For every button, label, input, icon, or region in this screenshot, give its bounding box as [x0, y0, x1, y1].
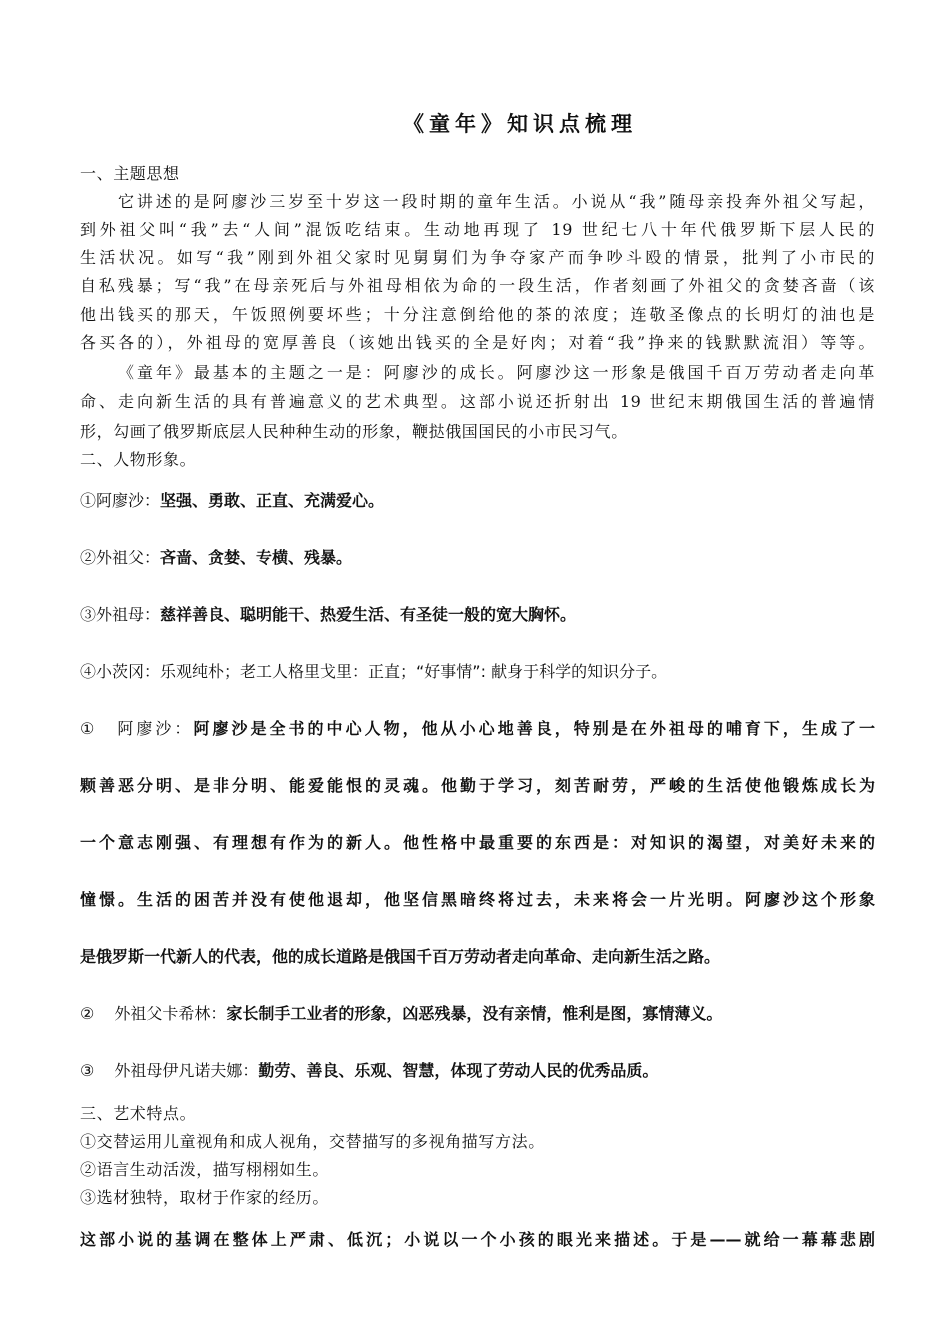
section1-p1-line4: 自私残暴；写“我”在母亲死后与外祖母相依为命的一段生活，作者刻画了外祖父的贪婪吝啬（该 — [80, 276, 875, 295]
section3-item-1: ①交替运用儿童视角和成人视角，交替描写的多视角描写方法。 — [80, 1132, 545, 1151]
detail2-num: ② — [80, 1004, 95, 1023]
section3-item-2: ②语言生动活泼，描写栩栩如生。 — [80, 1160, 330, 1179]
brief-item-3 — [80, 602, 875, 625]
brief-item-2 — [80, 545, 875, 568]
detail1-line3: 一个意志刚强、有理想有作为的新人。他性格中最重要的东西是：对知识的渴望，对美好未来的 — [80, 833, 875, 852]
section1-p2-line3: 形，勾画了俄罗斯底层人民种种生动的形象，鞭挞俄国国民的小市民习气。 — [80, 422, 628, 441]
brief-item-1-text: 坚强、勇敢、正直、充满爱心。 — [160, 491, 385, 510]
brief-item-3-text: 慈祥善良、聪明能干、热爱生活、有圣徒一般的宽大胸怀。 — [160, 605, 577, 624]
detail3 — [80, 1058, 875, 1081]
section3-heading: 三、艺术特点。 — [80, 1104, 197, 1123]
section1-p1-line1: 它讲述的是阿廖沙三岁至十岁这一段时期的童年生活。小说从“我”随母亲投奔外祖父写起， — [118, 192, 875, 211]
section1-p1-line2: 到外祖父叫“我”去“人间”混饭吃结束。生动地再现了 19 世纪七八十年代俄罗斯下层人民的 — [80, 220, 875, 239]
brief-item-2-label: ②外祖父： — [80, 548, 161, 567]
brief-item-3-label: ③外祖母： — [80, 605, 161, 624]
section1-p1-line5: 他出钱买的那天，午饭照例要坏些；十分注意倒给他的茶的浓度；连敬圣像点的长明灯的油也是 — [80, 305, 875, 324]
detail1-line1 — [80, 716, 875, 739]
detail2-label: 外祖父卡希林： — [114, 1004, 227, 1023]
section1-p1-line6: 各买各的），外祖母的宽厚善良（该她出钱买的全是好肉；对着“我”挣来的钱默默流泪）等等。 — [80, 333, 875, 352]
section3-closing: 这部小说的基调在整体上严肃、低沉；小说以一个小孩的眼光来描述。于是——就给一幕幕悲剧 — [80, 1230, 875, 1249]
detail1-line2: 颗善恶分明、是非分明、能爱能恨的灵魂。他勤于学习，刻苦耐劳，严峻的生活使他锻炼成长为 — [80, 776, 875, 795]
section1-p2-line2: 命、走向新生活的具有普遍意义的艺术典型。这部小说还折射出 19 世纪末期俄国生活的普遍情 — [80, 392, 875, 411]
brief-item-2-text: 吝啬、贪婪、专横、残暴。 — [160, 548, 353, 567]
brief-item-1 — [80, 488, 875, 511]
document-title — [0, 108, 950, 138]
detail3-text: 勤劳、善良、乐观、智慧，体现了劳动人民的优秀品质。 — [258, 1061, 659, 1080]
brief-item-4-text: 乐观纯朴；老工人格里戈里：正直；“好事情”: 献身于科学的知识分子。 — [160, 662, 668, 681]
section1-p2-line1: 《童年》最基本的主题之一是：阿廖沙的成长。阿廖沙这一形象是俄国千百万劳动者走向革 — [118, 363, 875, 382]
section1-p1-line3: 生活状况。如写“我”刚到外祖父家时见舅舅们为争夺家产而争吵斗殴的情景，批判了小市民的 — [80, 248, 875, 267]
detail2 — [80, 1001, 875, 1024]
section1-heading: 一、主题思想 — [80, 164, 180, 183]
section2-heading: 二、人物形象。 — [80, 450, 197, 469]
detail1-line5: 是俄罗斯一代新人的代表，他的成长道路是俄国千百万劳动者走向革命、走向新生活之路。 — [80, 947, 721, 966]
detail1-text-1: 阿廖沙是全书的中心人物，他从小心地善良，特别是在外祖母的哺育下，生成了一 — [193, 719, 875, 738]
detail3-num: ③ — [80, 1061, 95, 1080]
detail3-label: 外祖母伊凡诺夫娜： — [114, 1061, 259, 1080]
brief-item-1-label: ①阿廖沙： — [80, 491, 161, 510]
section3-item-3: ③选材独特，取材于作家的经历。 — [80, 1188, 330, 1207]
detail1-label: 阿廖沙： — [117, 719, 194, 738]
document-title-text: 《童年》知识点梳理 — [403, 111, 637, 136]
detail1-line4: 憧憬。生活的困苦并没有使他退却，他坚信黑暗终将过去，未来将会一片光明。阿廖沙这个形象 — [80, 890, 875, 909]
brief-item-4-label: ④小茨冈： — [80, 662, 161, 681]
detail1-num: ① — [80, 719, 98, 738]
brief-item-4 — [80, 659, 875, 682]
detail2-text: 家长制手工业者的形象，凶恶残暴，没有亲情，惟利是图，寡情薄义。 — [226, 1004, 723, 1023]
